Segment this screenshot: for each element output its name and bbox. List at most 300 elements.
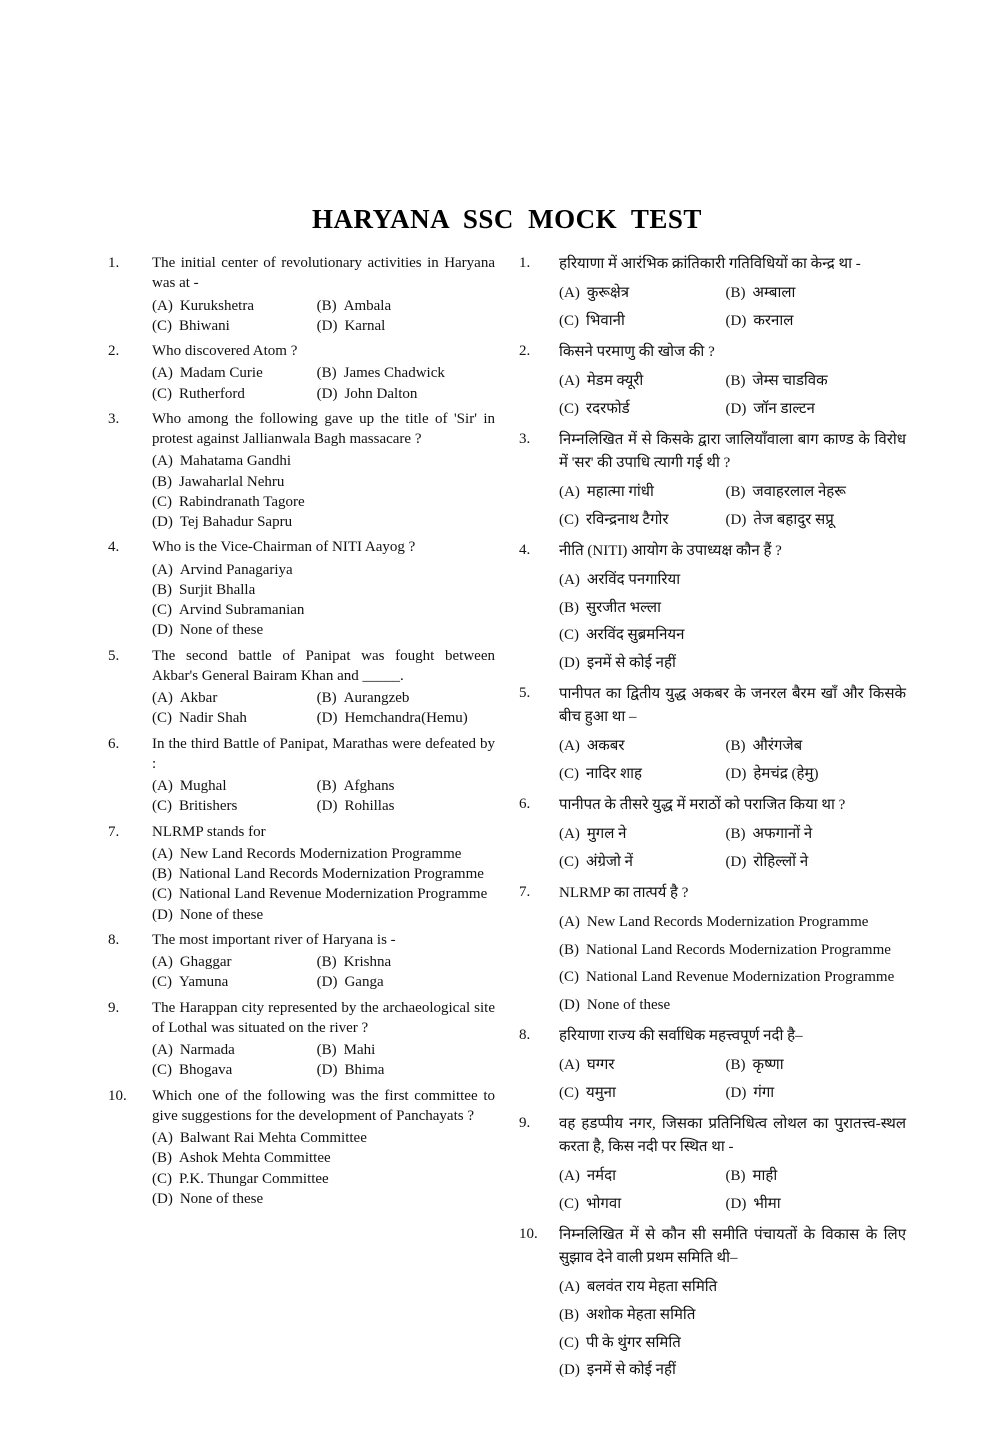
option-text: अशोक मेहता समिति: [586, 1306, 696, 1323]
option-label: (D): [316, 317, 338, 334]
question: [108, 734, 495, 817]
option-text: National Land Revenue Modernization Programme: [179, 886, 488, 903]
option: [317, 296, 495, 316]
option: [726, 849, 906, 877]
option: [559, 937, 906, 965]
option-text: Mahi: [343, 1042, 376, 1058]
option: [317, 952, 495, 972]
options-list: [559, 1163, 906, 1219]
options-list: [152, 776, 495, 817]
option-text: Ashok Mehta Committee: [179, 1150, 331, 1167]
option-label: (C): [559, 969, 579, 986]
option-label: (D): [316, 710, 338, 727]
option-label: (C): [152, 1062, 172, 1079]
question-body: [152, 1086, 495, 1210]
option-text: कुरूक्षेत्र: [586, 285, 630, 302]
option: [559, 280, 726, 308]
question-number: 1.: [519, 255, 531, 271]
question-text: Who is the Vice-Chairman of NITI Aayog ?: [152, 539, 416, 556]
option-label: (A): [559, 285, 580, 302]
option-text: सुरजीत भल्ला: [586, 599, 661, 616]
options-list: [559, 1052, 906, 1108]
option-label: (A): [152, 1130, 173, 1146]
option-text: John Dalton: [344, 385, 418, 402]
option-text: नादिर शाह: [586, 766, 642, 782]
option: [559, 567, 906, 595]
option-text: करनाल: [753, 313, 794, 329]
option-label: (D): [316, 974, 338, 991]
question-number: 7.: [519, 883, 531, 900]
option: [559, 992, 906, 1020]
question: [519, 882, 906, 1020]
option: [559, 1274, 906, 1302]
option-text: Akbar: [179, 690, 218, 706]
option-label: (C): [152, 974, 172, 991]
option-label: (A): [152, 365, 173, 382]
options-list: [559, 909, 906, 1020]
option: [726, 1080, 906, 1108]
option-label: (B): [152, 1150, 172, 1167]
question-body: [152, 822, 495, 925]
question-text: पानीपत के तीसरे युद्ध में मराठों को पराजित किया था ?: [559, 796, 846, 813]
question-body: [559, 1113, 906, 1219]
question-number: 2.: [519, 342, 531, 359]
question-number: 7.: [108, 823, 120, 840]
option-text: घग्गर: [586, 1057, 615, 1073]
option: [152, 864, 495, 884]
option: [559, 1052, 726, 1080]
option-label: (C): [559, 766, 579, 782]
option-label: (B): [316, 297, 337, 314]
option-text: तेज बहादुर सप्रू: [753, 511, 834, 528]
option-text: यमुना: [586, 1084, 616, 1101]
question: [108, 930, 495, 993]
options-list: [559, 479, 906, 535]
option: [726, 821, 906, 849]
option-label: (C): [152, 710, 172, 727]
question-body: [559, 794, 906, 877]
option-text: Krishna: [343, 954, 392, 970]
question-text: The second battle of Panipat was fought between Akbar's General Bairam Khan and _____.: [152, 647, 495, 684]
option-text: Bhiwani: [179, 317, 230, 334]
option-label: (D): [559, 655, 580, 671]
question-number: 10.: [108, 1087, 127, 1104]
question-number: 3.: [108, 410, 120, 427]
option-label: (D): [316, 798, 338, 815]
option: [152, 472, 495, 492]
option: [559, 733, 726, 761]
options-list: [152, 1128, 495, 1209]
question-text: नीति (NITI) आयोग के उपाध्यक्ष कौन हैं ?: [559, 542, 782, 559]
option: [152, 972, 317, 992]
option: [559, 1163, 726, 1191]
option: [726, 761, 906, 789]
question-text: निम्नलिखित में से किसके द्वारा जालियाँवाला बाग काण्ड के विरोध में 'सर' की उपाधि त्यागी गई थी ?: [559, 431, 906, 471]
option-label: (B): [725, 484, 746, 500]
question-number: 3.: [519, 430, 531, 447]
option-text: अरविंद पनगारिया: [586, 571, 681, 588]
option-label: (B): [316, 778, 337, 794]
options-list: [152, 952, 495, 993]
option-label: (B): [725, 826, 746, 842]
option-label: (A): [559, 826, 580, 842]
option: [317, 1040, 495, 1060]
option: [152, 952, 317, 972]
option: [317, 972, 495, 992]
option: [152, 844, 495, 864]
page-title: HARYANA SSC MOCK TEST: [312, 204, 702, 234]
option-text: Bhima: [344, 1062, 385, 1079]
option-text: अम्बाला: [752, 285, 796, 302]
options-list: [152, 1040, 495, 1081]
option: [317, 384, 495, 404]
question: [519, 540, 906, 678]
option-text: पी के थुंगर समिति: [586, 1334, 681, 1351]
option-text: रविन्द्रनाथ टैगोर: [586, 511, 669, 528]
option-label: (A): [559, 1057, 580, 1073]
option-text: Arvind Subramanian: [179, 602, 305, 618]
option-text: Karnal: [344, 317, 386, 334]
option-label: (A): [559, 738, 580, 755]
option-text: Britishers: [179, 798, 238, 815]
option-label: (B): [559, 599, 579, 616]
option-label: (C): [152, 493, 172, 510]
option-text: मुगल ने: [586, 826, 627, 842]
option: [152, 363, 317, 383]
option: [726, 368, 906, 396]
option-text: Surjit Bhalla: [179, 581, 256, 598]
question-text: The most important river of Haryana is -: [152, 931, 396, 948]
question-text: Which one of the following was the first committee to give suggestions for the development of Panchayats ?: [152, 1087, 495, 1124]
option-label: (D): [152, 514, 173, 530]
question-text: पानीपत का द्वितीय युद्ध अकबर के जनरल बैरम खाँ और किसके बीच हुआ था –: [559, 685, 906, 725]
options-list: [559, 821, 906, 877]
option-text: महात्मा गांधी: [586, 484, 654, 500]
options-list: [152, 560, 495, 641]
option-text: जॉन डाल्टन: [753, 400, 815, 417]
option-label: (D): [725, 1084, 747, 1101]
option-text: Hemchandra(Hemu): [344, 710, 468, 727]
option-label: (C): [152, 602, 172, 618]
option: [152, 1040, 317, 1060]
options-list: [559, 1274, 906, 1385]
option-label: (C): [152, 385, 172, 402]
option: [317, 316, 495, 336]
option-text: None of these: [586, 997, 671, 1013]
option: [152, 580, 495, 600]
option: [559, 821, 726, 849]
options-list: [559, 368, 906, 424]
option: [559, 1302, 906, 1330]
question-text: Who discovered Atom ?: [152, 343, 298, 359]
option-label: (C): [559, 627, 579, 644]
option-label: (A): [152, 845, 173, 862]
option-text: नर्मदा: [586, 1168, 616, 1184]
option-text: रदरफोर्ड: [586, 400, 630, 417]
question-number: 9.: [519, 1114, 531, 1131]
option-text: जवाहरलाल नेहरू: [752, 484, 846, 500]
option-label: (D): [725, 400, 747, 417]
option: [559, 909, 906, 937]
option: [152, 1189, 495, 1209]
question-body: [152, 409, 495, 533]
question: [108, 253, 495, 336]
option-label: (B): [559, 1306, 579, 1323]
option-label: (A): [559, 1168, 580, 1184]
question: [519, 341, 906, 424]
option-label: (B): [152, 866, 172, 882]
option-label: (A): [559, 571, 580, 588]
option: [726, 1163, 906, 1191]
question-text: निम्नलिखित में से कौन सी समीति पंचायतों के विकास के लिए सुझाव देने वाली प्रथम समिति थी–: [559, 1226, 906, 1266]
option-text: National Land Records Modernization Programme: [179, 866, 484, 882]
question-text: NLRMP stands for: [152, 823, 266, 840]
question-text: हरियाणा राज्य की सर्वाधिक महत्त्वपूर्ण नदी है–: [559, 1027, 803, 1044]
question: [108, 1086, 495, 1210]
option-text: Ganga: [344, 974, 384, 991]
option-text: Jawaharlal Nehru: [179, 473, 285, 490]
option-text: Tej Bahadur Sapru: [179, 514, 293, 530]
option-text: अकबर: [586, 738, 625, 755]
option-label: (B): [152, 581, 172, 598]
option: [559, 1191, 726, 1219]
question-number: 6.: [519, 795, 531, 812]
question: [108, 537, 495, 640]
option-label: (A): [152, 1042, 173, 1058]
option-label: (A): [559, 1279, 580, 1295]
option-label: (D): [725, 766, 747, 782]
option-text: Ambala: [343, 297, 392, 314]
options-list: [559, 280, 906, 336]
option: [152, 688, 317, 708]
question-text: In the third Battle of Panipat, Marathas were defeated by :: [152, 735, 495, 772]
option-label: (A): [559, 484, 580, 500]
option-label: (B): [152, 473, 172, 490]
option-text: भिवानी: [586, 313, 625, 329]
question-body: [152, 998, 495, 1081]
option-text: मेडम क्यूरी: [586, 373, 644, 389]
option: [317, 796, 495, 816]
question-number: 1.: [108, 255, 120, 271]
option-label: (C): [559, 1334, 579, 1351]
option: [317, 708, 495, 728]
option: [152, 905, 495, 925]
option: [152, 492, 495, 512]
option-label: (B): [316, 1042, 337, 1058]
option: [152, 796, 317, 816]
option-label: (A): [152, 297, 173, 314]
option-label: (A): [152, 453, 173, 470]
question: [108, 341, 495, 404]
option: [152, 1148, 495, 1168]
question: [519, 1224, 906, 1386]
option: [559, 761, 726, 789]
option-text: Nadir Shah: [179, 710, 247, 727]
option: [152, 384, 317, 404]
question-body: [152, 930, 495, 993]
option: [726, 1191, 906, 1219]
option-label: (C): [559, 400, 579, 417]
question-text: Who among the following gave up the title of 'Sir' in protest against Jallianwala Bagh massacare ?: [152, 410, 495, 447]
option-label: (D): [725, 511, 747, 528]
option-label: (C): [559, 511, 579, 528]
option-text: Narmada: [179, 1042, 235, 1058]
option: [726, 507, 906, 535]
question: [519, 683, 906, 789]
option: [152, 1060, 317, 1080]
option-label: (B): [725, 1057, 746, 1073]
question-text: हरियाणा में आरंभिक क्रांतिकारी गतिविधियों का केन्द्र था -: [559, 256, 861, 272]
question-number: 9.: [108, 999, 120, 1016]
question-number: 2.: [108, 343, 120, 359]
question-number: 8.: [108, 931, 120, 948]
options-list: [152, 296, 495, 337]
option-text: Balwant Rai Mehta Committee: [179, 1130, 367, 1146]
option-label: (A): [559, 913, 580, 930]
question: [519, 794, 906, 877]
option-label: (A): [559, 373, 580, 389]
option: [559, 308, 726, 336]
questions-column-english: [108, 253, 495, 1214]
option: [726, 733, 906, 761]
question-body: [152, 646, 495, 729]
questions-column-hindi: [519, 253, 906, 1390]
option-text: National Land Records Modernization Programme: [586, 941, 891, 958]
question-body: [152, 253, 495, 336]
question: [108, 646, 495, 729]
option-label: (D): [725, 1195, 747, 1212]
option-text: Arvind Panagariya: [179, 561, 293, 578]
option: [152, 708, 317, 728]
option-text: National Land Revenue Modernization Programme: [586, 969, 895, 986]
option-label: (D): [152, 1190, 173, 1207]
question-number: 6.: [108, 735, 120, 752]
option-label: (D): [316, 1062, 338, 1079]
option: [152, 451, 495, 471]
option-text: इनमें से कोई नहीं: [586, 655, 676, 671]
option: [726, 479, 906, 507]
option: [152, 600, 495, 620]
option-text: भोगवा: [586, 1195, 622, 1212]
question-body: [152, 537, 495, 640]
option-label: (D): [152, 906, 173, 923]
option: [559, 507, 726, 535]
option-text: अफगानों ने: [752, 826, 813, 842]
question: [519, 429, 906, 535]
option-label: (A): [152, 561, 173, 578]
option-label: (D): [316, 385, 338, 402]
option-text: New Land Records Modernization Programme: [179, 845, 462, 862]
option-label: (C): [152, 1170, 172, 1187]
question-body: [152, 341, 495, 404]
option-label: (C): [559, 853, 579, 870]
question-body: [559, 1224, 906, 1386]
option-text: Rutherford: [179, 385, 245, 402]
question: [108, 822, 495, 925]
options-list: [152, 688, 495, 729]
option: [559, 368, 726, 396]
option-text: Aurangzeb: [343, 690, 410, 706]
question-number: 8.: [519, 1026, 531, 1043]
option-label: (B): [725, 285, 746, 302]
question-body: [559, 341, 906, 424]
option-label: (C): [559, 1195, 579, 1212]
question-number: 4.: [519, 541, 531, 558]
option: [152, 884, 495, 904]
option-label: (D): [725, 853, 747, 870]
option-label: (C): [559, 1084, 579, 1101]
option-text: James Chadwick: [343, 365, 445, 382]
option: [317, 1060, 495, 1080]
question-number: 4.: [108, 539, 120, 556]
option-text: औरंगजेब: [752, 738, 803, 755]
question-body: [559, 683, 906, 789]
question-body: [152, 734, 495, 817]
option-label: (D): [152, 622, 173, 639]
option-label: (A): [152, 690, 173, 706]
option-text: Bhogava: [179, 1062, 233, 1079]
option-text: कृष्णा: [752, 1057, 784, 1073]
question-text: The Harappan city represented by the archaeological site of Lothal was situated on the river ?: [152, 999, 495, 1036]
option-label: (B): [725, 738, 746, 755]
option: [152, 1128, 495, 1148]
option: [559, 964, 906, 992]
option: [726, 308, 906, 336]
option-text: None of these: [179, 1190, 264, 1207]
option: [152, 1169, 495, 1189]
question-body: [559, 882, 906, 1020]
question-body: [559, 540, 906, 678]
option-label: (B): [316, 954, 337, 970]
option: [152, 296, 317, 316]
option-text: Rohillas: [344, 798, 395, 815]
question: [519, 253, 906, 336]
option: [152, 512, 495, 532]
option: [559, 622, 906, 650]
option-label: (B): [316, 365, 337, 382]
option: [559, 396, 726, 424]
option: [317, 776, 495, 796]
question: [519, 1025, 906, 1108]
option-text: Afghans: [343, 778, 395, 794]
option: [559, 1080, 726, 1108]
option-text: Madam Curie: [179, 365, 263, 382]
options-list: [152, 451, 495, 532]
option-text: जेम्स चाडविक: [752, 373, 828, 389]
option-text: अरविंद सुब्रमनियन: [586, 627, 685, 644]
option-label: (B): [316, 690, 337, 706]
option-text: गंगा: [753, 1084, 775, 1101]
option-label: (D): [559, 1362, 580, 1379]
question-number: 5.: [108, 647, 120, 664]
option-text: Mughal: [179, 778, 227, 794]
option-text: इनमें से कोई नहीं: [586, 1362, 676, 1379]
option-label: (B): [725, 1168, 746, 1184]
question: [108, 998, 495, 1081]
options-list: [152, 844, 495, 925]
option-label: (D): [725, 313, 747, 329]
option-label: (C): [152, 798, 172, 815]
option-text: None of these: [179, 622, 264, 639]
option: [726, 1052, 906, 1080]
option: [559, 650, 906, 678]
option-text: भीमा: [753, 1195, 781, 1212]
option-text: Mahatama Gandhi: [179, 453, 292, 470]
option: [317, 363, 495, 383]
question: [108, 409, 495, 533]
option-label: (C): [152, 317, 172, 334]
question-text: The initial center of revolutionary activities in Haryana was at -: [152, 255, 495, 292]
